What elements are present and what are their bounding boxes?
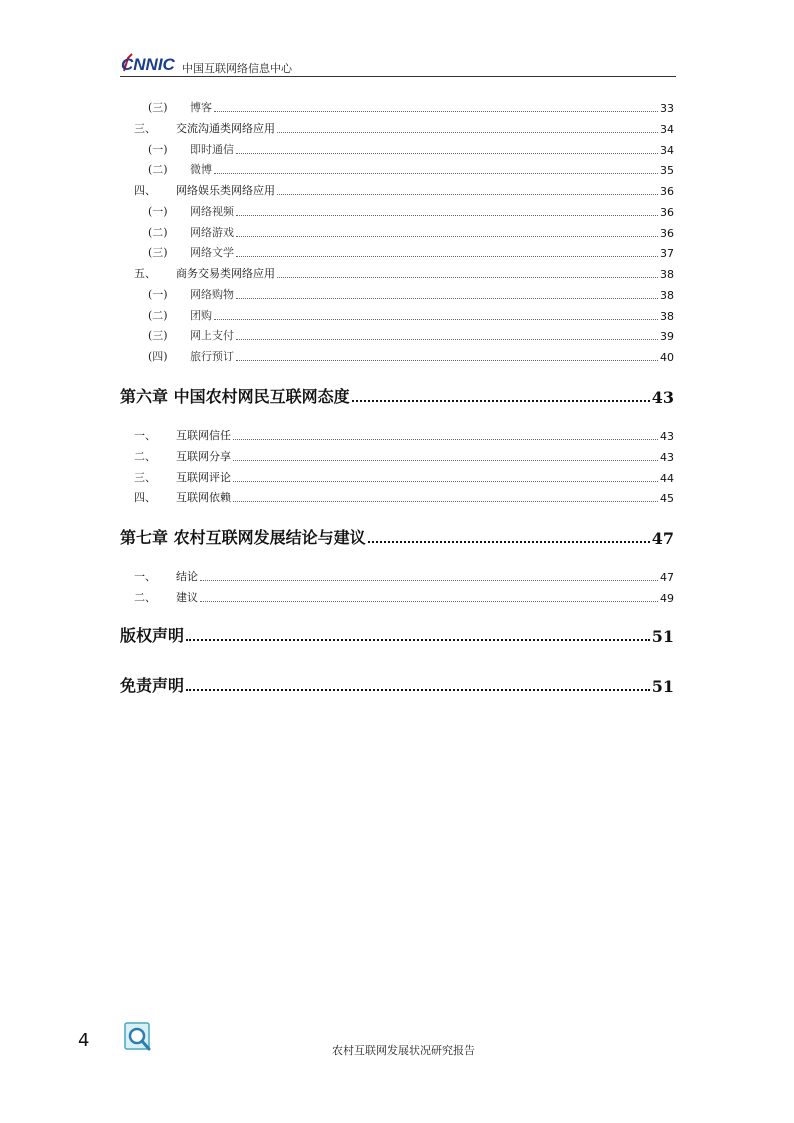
dot-leader <box>233 481 658 482</box>
toc-entry-title: 团购 <box>190 309 212 322</box>
toc-entry-title: 互联网分享 <box>176 450 231 463</box>
toc-entry[interactable] <box>120 203 674 219</box>
toc-entry[interactable] <box>120 327 674 343</box>
toc-entry-page: 36 <box>660 227 674 240</box>
toc-entry-page: 43 <box>660 451 674 464</box>
dot-leader <box>368 541 650 543</box>
toc-entry-page: 33 <box>660 102 674 115</box>
toc-entry[interactable] <box>120 286 674 302</box>
toc-entry-number: 五、 <box>134 267 156 280</box>
toc-entry[interactable] <box>120 672 674 696</box>
page-header <box>120 50 676 78</box>
dot-leader <box>277 277 658 278</box>
toc-entry-number: 三、 <box>134 122 156 135</box>
toc-entry-title: 免责声明 <box>120 676 185 695</box>
toc-entry-number: 一、 <box>134 429 156 442</box>
toc-entry[interactable] <box>120 307 674 323</box>
toc-entry-number: (三) <box>148 246 168 259</box>
toc-entry-number: (一) <box>148 205 168 218</box>
dot-leader <box>236 256 658 257</box>
toc-entry[interactable] <box>120 383 674 407</box>
toc-entry-number: (二) <box>148 309 168 322</box>
toc-entry-title: 版权声明 <box>120 626 185 645</box>
org-name: 中国互联网络信息中心 <box>182 62 292 75</box>
toc-entry-title: 交流沟通类网络应用 <box>176 122 275 135</box>
toc-entry-number: 四、 <box>134 184 156 197</box>
toc-entry[interactable] <box>120 524 674 548</box>
magnifier-report-icon <box>124 1022 152 1052</box>
toc-entry-title: 即时通信 <box>190 143 234 156</box>
dot-leader <box>277 194 658 195</box>
dot-leader <box>233 439 658 440</box>
toc-entry-title: 旅行预订 <box>190 350 234 363</box>
logo-text: CNNIC <box>121 55 175 74</box>
dot-leader <box>186 689 650 691</box>
dot-leader <box>236 298 658 299</box>
toc-entry-number: (二) <box>148 163 168 176</box>
toc-entry[interactable] <box>120 244 674 260</box>
toc-entry-number: 二、 <box>134 450 156 463</box>
toc-entry[interactable] <box>120 489 674 505</box>
dot-leader <box>200 580 658 581</box>
toc-entry-page: 39 <box>660 330 674 343</box>
dot-leader <box>277 132 658 133</box>
toc-entry-page: 40 <box>660 351 674 364</box>
toc-entry-page: 34 <box>660 123 674 136</box>
toc-entry[interactable] <box>120 448 674 464</box>
dot-leader <box>236 215 658 216</box>
dot-leader <box>233 501 658 502</box>
toc-entry[interactable] <box>120 265 674 281</box>
toc-entry[interactable] <box>120 568 674 584</box>
toc-entry-page: 51 <box>651 677 674 696</box>
dot-leader <box>236 153 658 154</box>
toc-entry-page: 36 <box>660 206 674 219</box>
toc-entry-number: 一、 <box>134 570 156 583</box>
dot-leader <box>186 639 650 641</box>
toc-entry-number: (三) <box>148 101 168 114</box>
toc-entry-page: 49 <box>660 592 674 605</box>
toc-entry-page: 38 <box>660 310 674 323</box>
toc-entry-number: (二) <box>148 226 168 239</box>
dot-leader <box>214 111 658 112</box>
page-number: 4 <box>78 1030 90 1051</box>
toc-entry[interactable] <box>120 427 674 443</box>
toc-entry-page: 47 <box>660 571 674 584</box>
toc-entry-number: 四、 <box>134 491 156 504</box>
toc-entry[interactable] <box>120 224 674 240</box>
toc-entry-page: 36 <box>660 185 674 198</box>
toc-entry-title: 网络娱乐类网络应用 <box>176 184 275 197</box>
toc-entry[interactable] <box>120 141 674 157</box>
dot-leader <box>233 460 658 461</box>
toc-entry[interactable] <box>120 120 674 136</box>
toc-entry-title: 网络游戏 <box>190 226 234 239</box>
dot-leader <box>236 360 658 361</box>
toc-entry[interactable] <box>120 182 674 198</box>
header-rule <box>120 76 676 77</box>
toc-entry-page: 45 <box>660 492 674 505</box>
toc-entry-title: 互联网信任 <box>176 429 231 442</box>
toc-entry-number: (三) <box>148 329 168 342</box>
toc-entry-number: (一) <box>148 288 168 301</box>
toc-entry-title: 互联网依赖 <box>176 491 231 504</box>
toc-entry-page: 35 <box>660 164 674 177</box>
dot-leader <box>214 319 658 320</box>
toc-entry-title: 第六章 中国农村网民互联网态度 <box>120 387 350 406</box>
toc-entry-number: 二、 <box>134 591 156 604</box>
toc-entry[interactable] <box>120 622 674 646</box>
report-title: 农村互联网发展状况研究报告 <box>332 1044 475 1057</box>
toc-entry-number: (四) <box>148 350 168 363</box>
toc-entry-title: 网络视频 <box>190 205 234 218</box>
toc-entry-title: 网上支付 <box>190 329 234 342</box>
dot-leader <box>214 173 658 174</box>
toc-entry-number: (一) <box>148 143 168 156</box>
toc-entry-page: 51 <box>651 627 674 646</box>
toc-entry[interactable] <box>120 469 674 485</box>
toc-entry-page: 43 <box>660 430 674 443</box>
toc-entry-page: 34 <box>660 144 674 157</box>
toc-entry[interactable] <box>120 589 674 605</box>
toc-entry-title: 第七章 农村互联网发展结论与建议 <box>120 528 366 547</box>
toc-entry-page: 43 <box>651 388 674 407</box>
toc-entry[interactable] <box>120 99 674 115</box>
toc-entry-page: 38 <box>660 268 674 281</box>
toc-entry-title: 互联网评论 <box>176 471 231 484</box>
toc-entry-title: 网络购物 <box>190 288 234 301</box>
dot-leader <box>236 236 658 237</box>
toc-entry-title: 结论 <box>176 570 198 583</box>
toc-entry-page: 37 <box>660 247 674 260</box>
toc-entry-title: 微博 <box>190 163 212 176</box>
toc-entry[interactable] <box>120 161 674 177</box>
toc-entry-page: 38 <box>660 289 674 302</box>
toc-entry-title: 建议 <box>176 591 198 604</box>
toc-entry-title: 网络文学 <box>190 246 234 259</box>
toc-entry-page: 47 <box>651 529 674 548</box>
dot-leader <box>236 339 658 340</box>
toc-entry-title: 博客 <box>190 101 212 114</box>
toc-entry-title: 商务交易类网络应用 <box>176 267 275 280</box>
dot-leader <box>352 400 650 402</box>
toc-entry-number: 三、 <box>134 471 156 484</box>
toc-entry-page: 44 <box>660 472 674 485</box>
cnnic-logo <box>120 52 178 74</box>
dot-leader <box>200 601 658 602</box>
toc-entry[interactable] <box>120 348 674 364</box>
